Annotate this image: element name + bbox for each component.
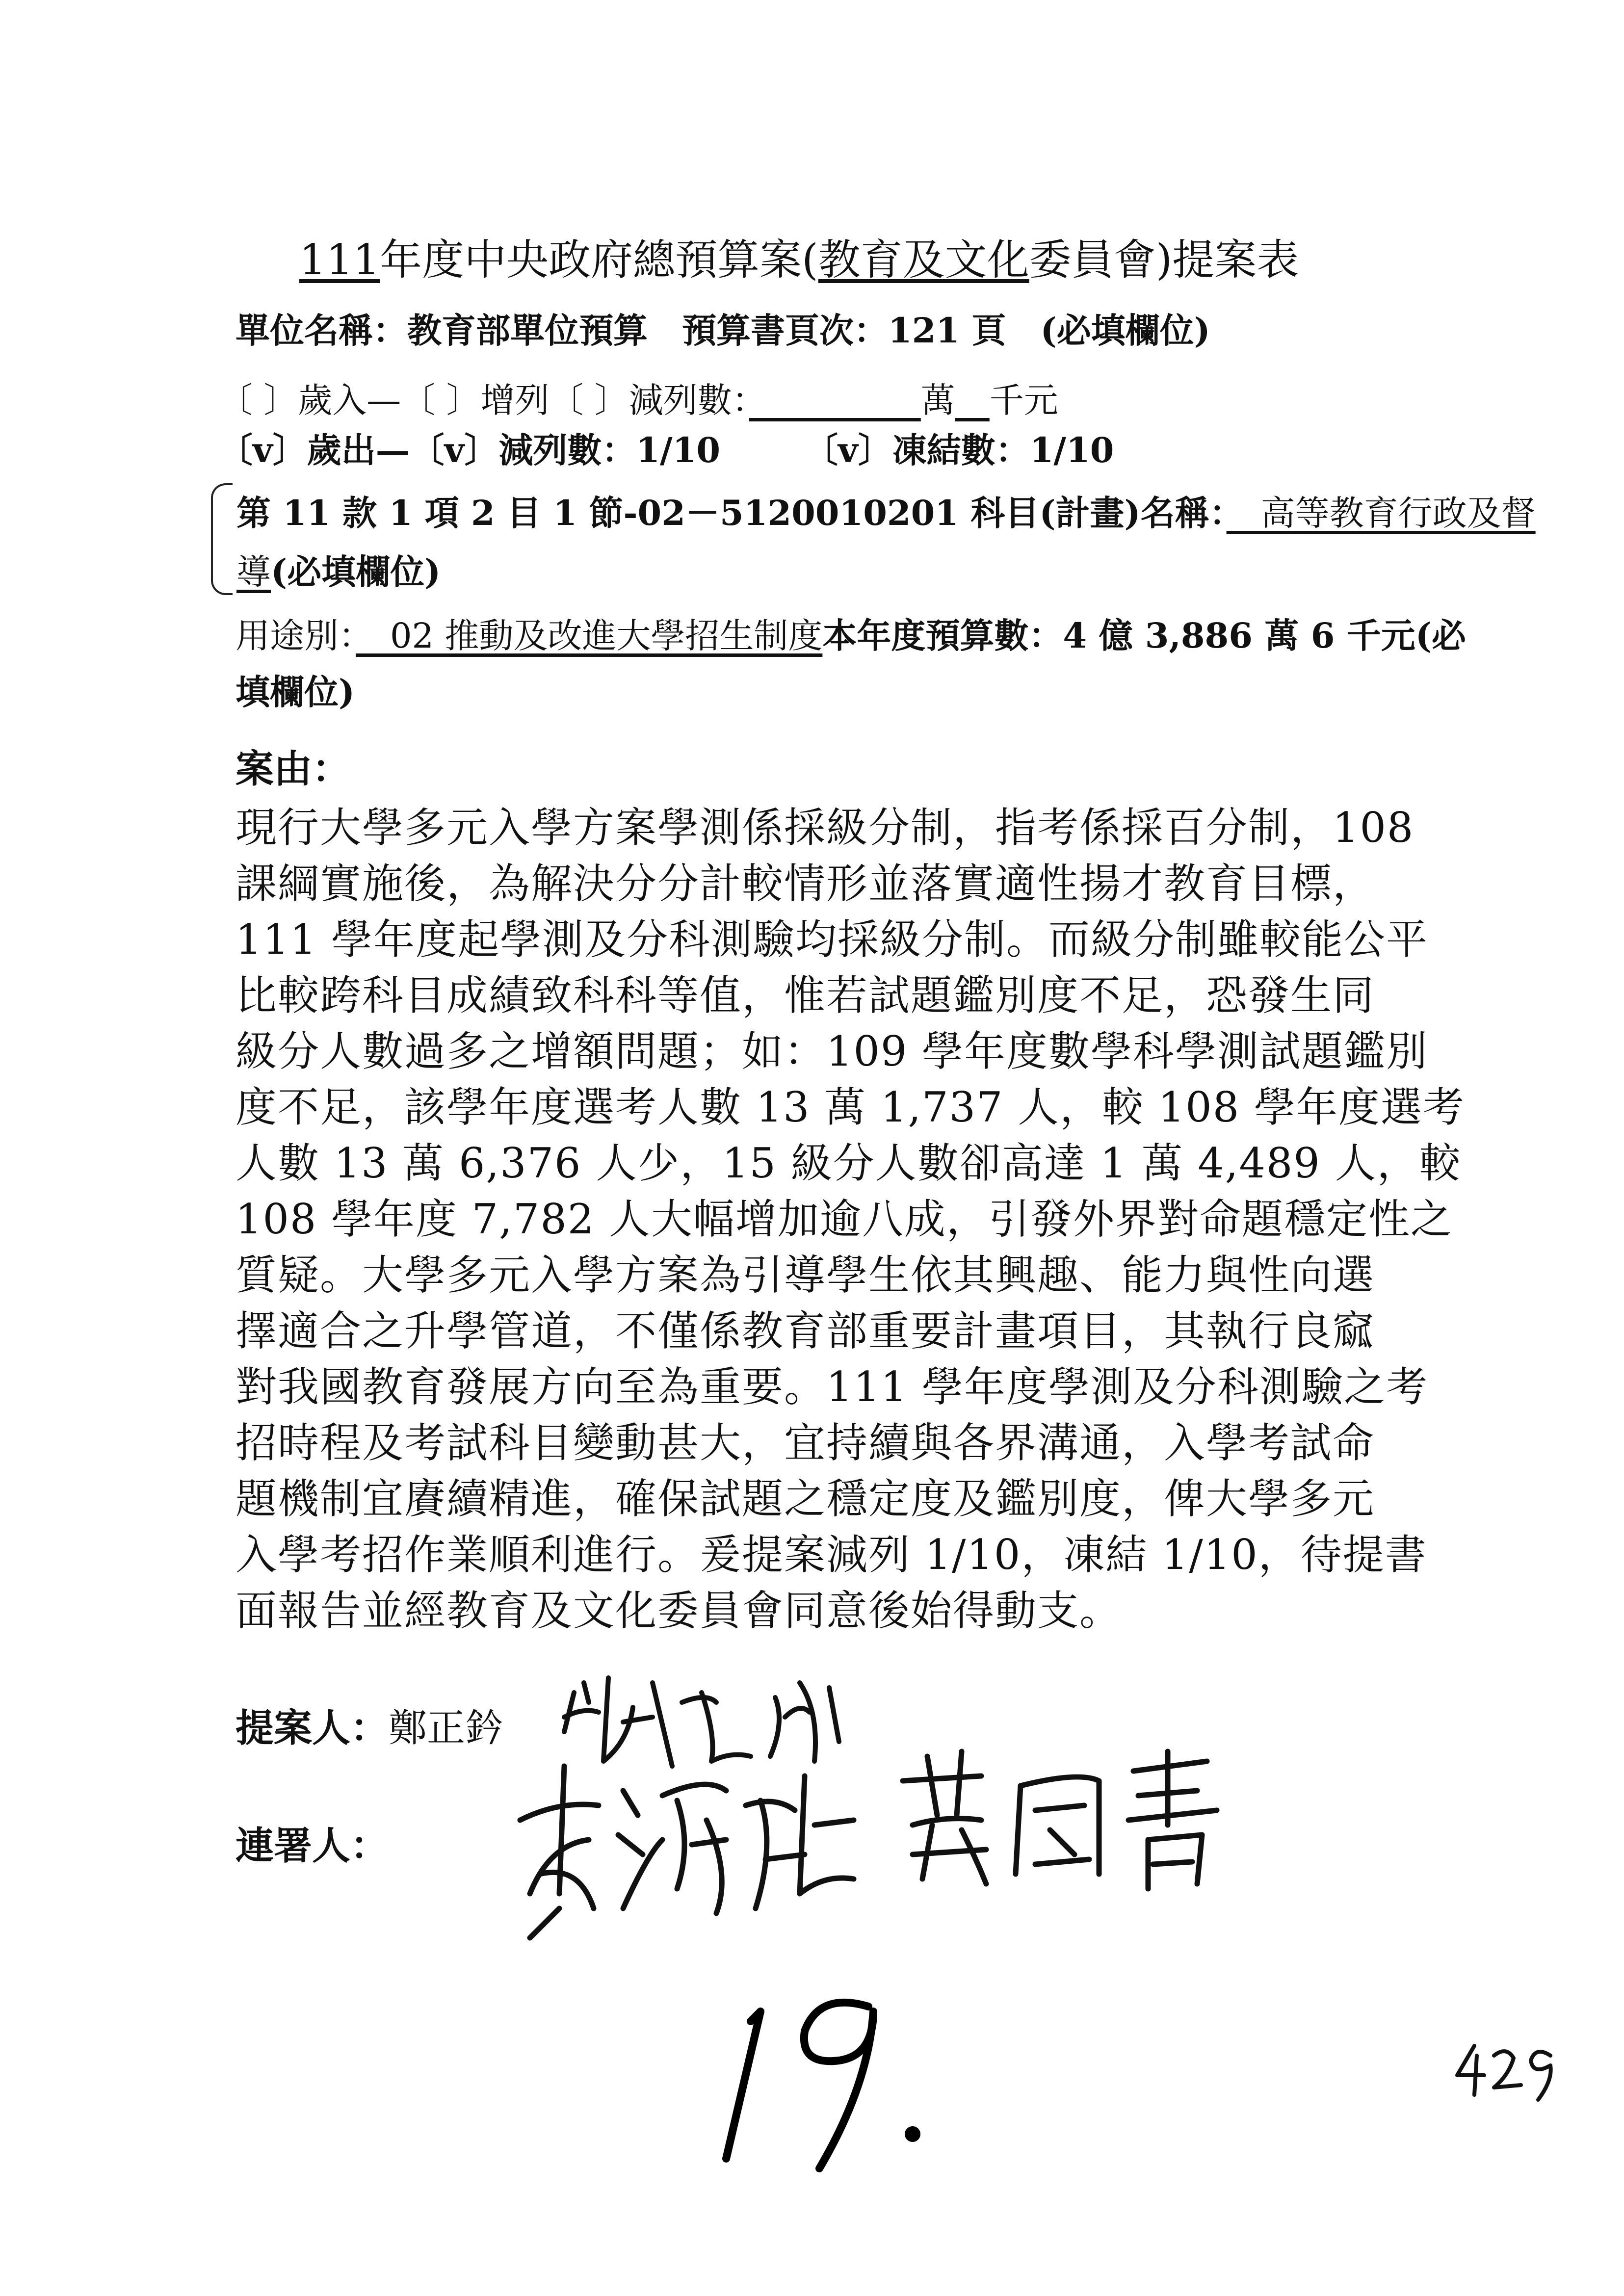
purpose-line-continued: 填欄位) bbox=[236, 672, 355, 712]
reason-line: 108 學年度 7,782 人大幅增加逾八成，引發外界對命題穩定性之 bbox=[236, 1195, 1453, 1243]
purpose-value: 02 推動及改進大學招生制度 bbox=[356, 616, 823, 656]
purpose-label: 用途別： bbox=[236, 616, 356, 656]
reason-line: 招時程及考試科目變動甚大，宜持續與各界溝通，入學考試命 bbox=[236, 1419, 1375, 1467]
cosigner-label: 連署人： bbox=[236, 1824, 389, 1868]
handwritten-sequence-number bbox=[707, 1962, 932, 2188]
reason-line: 入學考招作業順利進行。爰提案減列 1/10，凍結 1/10，待提書 bbox=[236, 1531, 1427, 1579]
reason-line: 課綱實施後，為解決分分計較情形並落實適性揚才教育目標， bbox=[236, 860, 1375, 908]
expense-freeze: 〔v〕凍結數：1/10 bbox=[804, 430, 1114, 470]
title-part2: 委員會)提案表 bbox=[1029, 235, 1299, 285]
expense-reduction: 〔v〕歲出—〔v〕減列數：1/10 bbox=[218, 430, 721, 470]
cosigner-signature-2 bbox=[893, 1742, 1246, 1899]
item-line-continued bbox=[236, 545, 441, 594]
revenue-prefix: 〔 〕歲入—〔 〕增列〔 〕減列數： bbox=[218, 380, 749, 420]
title-part1: 年度中央政府總預算案( bbox=[380, 235, 818, 285]
revenue-line bbox=[218, 373, 1058, 422]
unit-name-line: 單位名稱：教育部單位預算 預算書頁次：121 頁 (必填欄位) bbox=[236, 310, 1210, 351]
document-title bbox=[299, 226, 1299, 287]
reason-line: 題機制宜賡續精進，確保試題之穩定度及鑑別度，俾大學多元 bbox=[236, 1475, 1375, 1523]
revenue-blank-wan bbox=[749, 380, 921, 420]
revenue-unit-wan: 萬 bbox=[920, 380, 955, 420]
item-name-part1: 高等教育行政及督 bbox=[1226, 493, 1536, 533]
handwritten-page-number bbox=[1452, 2036, 1560, 2105]
reason-line: 對我國教育發展方向至為重要。111 學年度學測及分科測驗之考 bbox=[236, 1363, 1429, 1411]
reason-line: 面報告並經教育及文化委員會同意後始得動支。 bbox=[236, 1587, 1122, 1635]
proposer-name: 鄭正鈐 bbox=[389, 1706, 504, 1750]
purpose-line bbox=[236, 608, 1466, 658]
revenue-unit-qian: 千元 bbox=[989, 380, 1058, 420]
reason-line: 人數 13 萬 6,376 人少，15 級分人數卻高達 1 萬 4,489 人，較 bbox=[236, 1139, 1462, 1187]
title-year: 111 bbox=[299, 235, 380, 285]
item-prefix: 第 11 款 1 項 2 目 1 節-02－5120010201 科目(計畫)名稱： bbox=[236, 493, 1227, 533]
expense-line bbox=[218, 423, 1114, 472]
purpose-budget: 本年度預算數：4 億 3,886 萬 6 千元(必 bbox=[822, 615, 1466, 656]
cosigner-signature-1 bbox=[500, 1747, 903, 1943]
reason-line: 比較跨科目成績致科科等值，惟若試題鑑別度不足，恐發生同 bbox=[236, 971, 1375, 1019]
revenue-blank-qian bbox=[955, 380, 990, 420]
reason-line: 111 學年度起學測及分科測驗均採級分制。而級分制雖較能公平 bbox=[236, 915, 1429, 964]
item-line bbox=[236, 486, 1536, 535]
item-required: (必填欄位) bbox=[271, 551, 441, 592]
reason-line: 度不足，該學年度選考人數 13 萬 1,737 人，較 108 學年度選考 bbox=[236, 1083, 1465, 1131]
reason-label: 案由： bbox=[236, 747, 351, 791]
proposer-row bbox=[236, 1697, 503, 1752]
reason-line: 級分人數過多之增額問題；如：109 學年度數學科學測試題鑑別 bbox=[236, 1027, 1429, 1075]
reason-line: 質疑。大學多元入學方案為引導學生依其興趣、能力與性向選 bbox=[236, 1251, 1375, 1299]
item-name-part2: 導 bbox=[236, 552, 271, 592]
proposer-label: 提案人： bbox=[236, 1706, 389, 1750]
item-bracket bbox=[211, 483, 233, 595]
reason-line: 擇適合之升學管道，不僅係教育部重要計畫項目，其執行良窳 bbox=[236, 1307, 1375, 1355]
reason-line: 現行大學多元入學方案學測係採級分制，指考係採百分制，108 bbox=[236, 804, 1414, 852]
title-committee: 教育及文化 bbox=[818, 235, 1029, 285]
